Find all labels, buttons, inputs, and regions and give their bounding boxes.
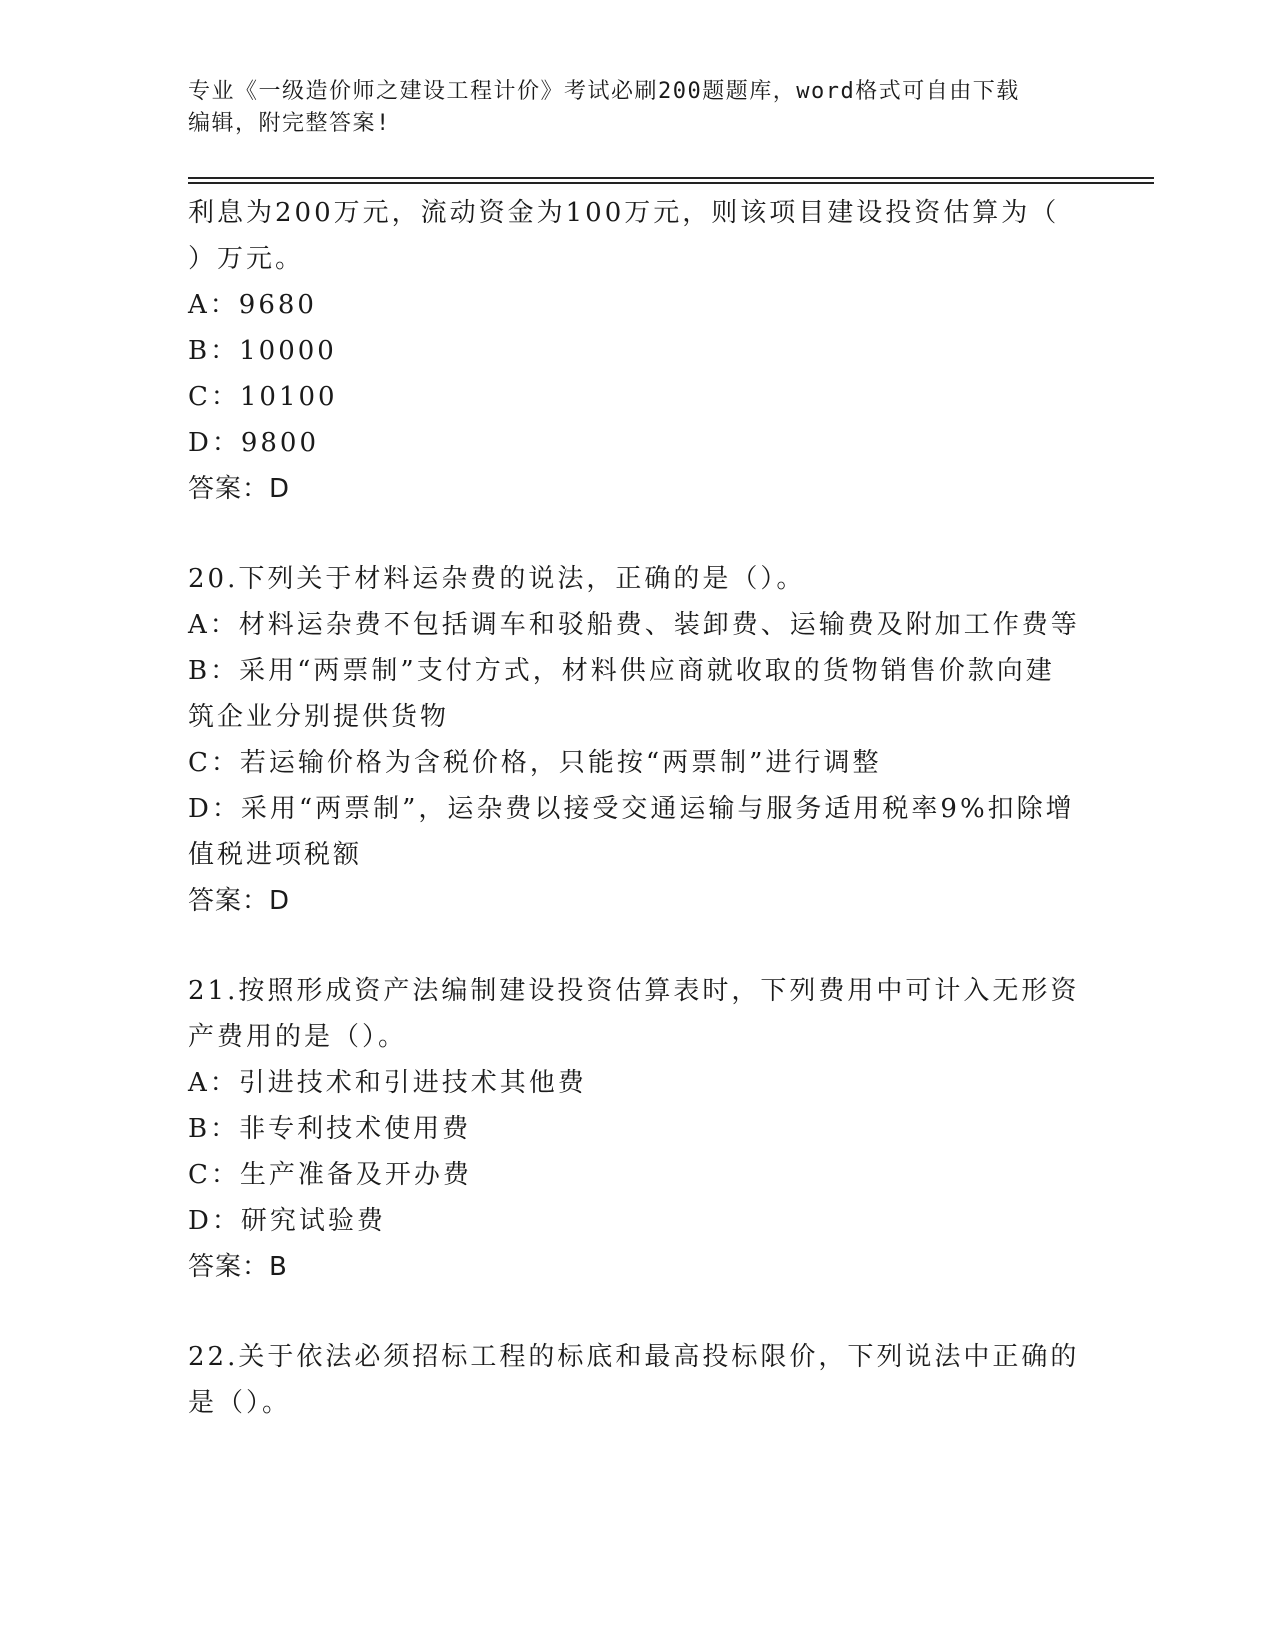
option-d: D：9800	[188, 428, 320, 458]
question-list	[188, 190, 1088, 1426]
question-text: 产费用的是（）。	[188, 1022, 408, 1052]
spacer	[188, 512, 1088, 556]
question-text: 21.按照形成资产法编制建设投资估算表时，下列费用中可计入无形资	[188, 976, 1080, 1006]
question-21	[188, 968, 1088, 1290]
spacer	[188, 1290, 1088, 1334]
question-text: 20.下列关于材料运杂费的说法，正确的是（）。	[188, 564, 806, 594]
option-d: D：采用“两票制”，运杂费以接受交通运输与服务适用税率9%扣除增	[188, 794, 1075, 824]
header-title-line-1: 专业《一级造价师之建设工程计价》考试必刷200题题库，word格式可自由下载	[188, 79, 1020, 104]
header-divider-top	[188, 177, 1154, 179]
question-text: 22.关于依法必须招标工程的标底和最高投标限价，下列说法中正确的	[188, 1342, 1080, 1372]
option-a: A：材料运杂费不包括调车和驳船费、装卸费、运输费及附加工作费等	[188, 610, 1080, 640]
question-text: 利息为200万元，流动资金为100万元，则该项目建设投资估算为（	[188, 198, 1060, 228]
option-c: C：10100	[188, 382, 338, 412]
option-b: B：采用“两票制”支付方式，材料供应商就收取的货物销售价款向建	[188, 656, 1055, 686]
option-c: C：若运输价格为含税价格，只能按“两票制”进行调整	[188, 748, 882, 778]
header-divider-bottom	[188, 182, 1154, 184]
question-text: 是（）。	[188, 1388, 292, 1418]
option-d: D：研究试验费	[188, 1206, 386, 1236]
option-a: A：引进技术和引进技术其他费	[188, 1068, 587, 1098]
option-a: A：9680	[188, 290, 317, 320]
answer: 答案：B	[188, 1252, 288, 1282]
option-b: B：10000	[188, 336, 337, 366]
option-c: C：生产准备及开办费	[188, 1160, 472, 1190]
spacer	[188, 924, 1088, 968]
document-header	[188, 76, 1088, 140]
option-b-continued: 筑企业分别提供货物	[188, 702, 450, 732]
answer: 答案：D	[188, 474, 291, 504]
question-20	[188, 556, 1088, 924]
question-22	[188, 1334, 1088, 1426]
question-19	[188, 190, 1088, 512]
question-text: ）万元。	[188, 244, 305, 274]
option-d-continued: 值税进项税额	[188, 840, 363, 870]
option-b: B：非专利技术使用费	[188, 1114, 472, 1144]
header-title-line-2: 编辑，附完整答案!	[188, 111, 391, 136]
answer: 答案：D	[188, 886, 291, 916]
